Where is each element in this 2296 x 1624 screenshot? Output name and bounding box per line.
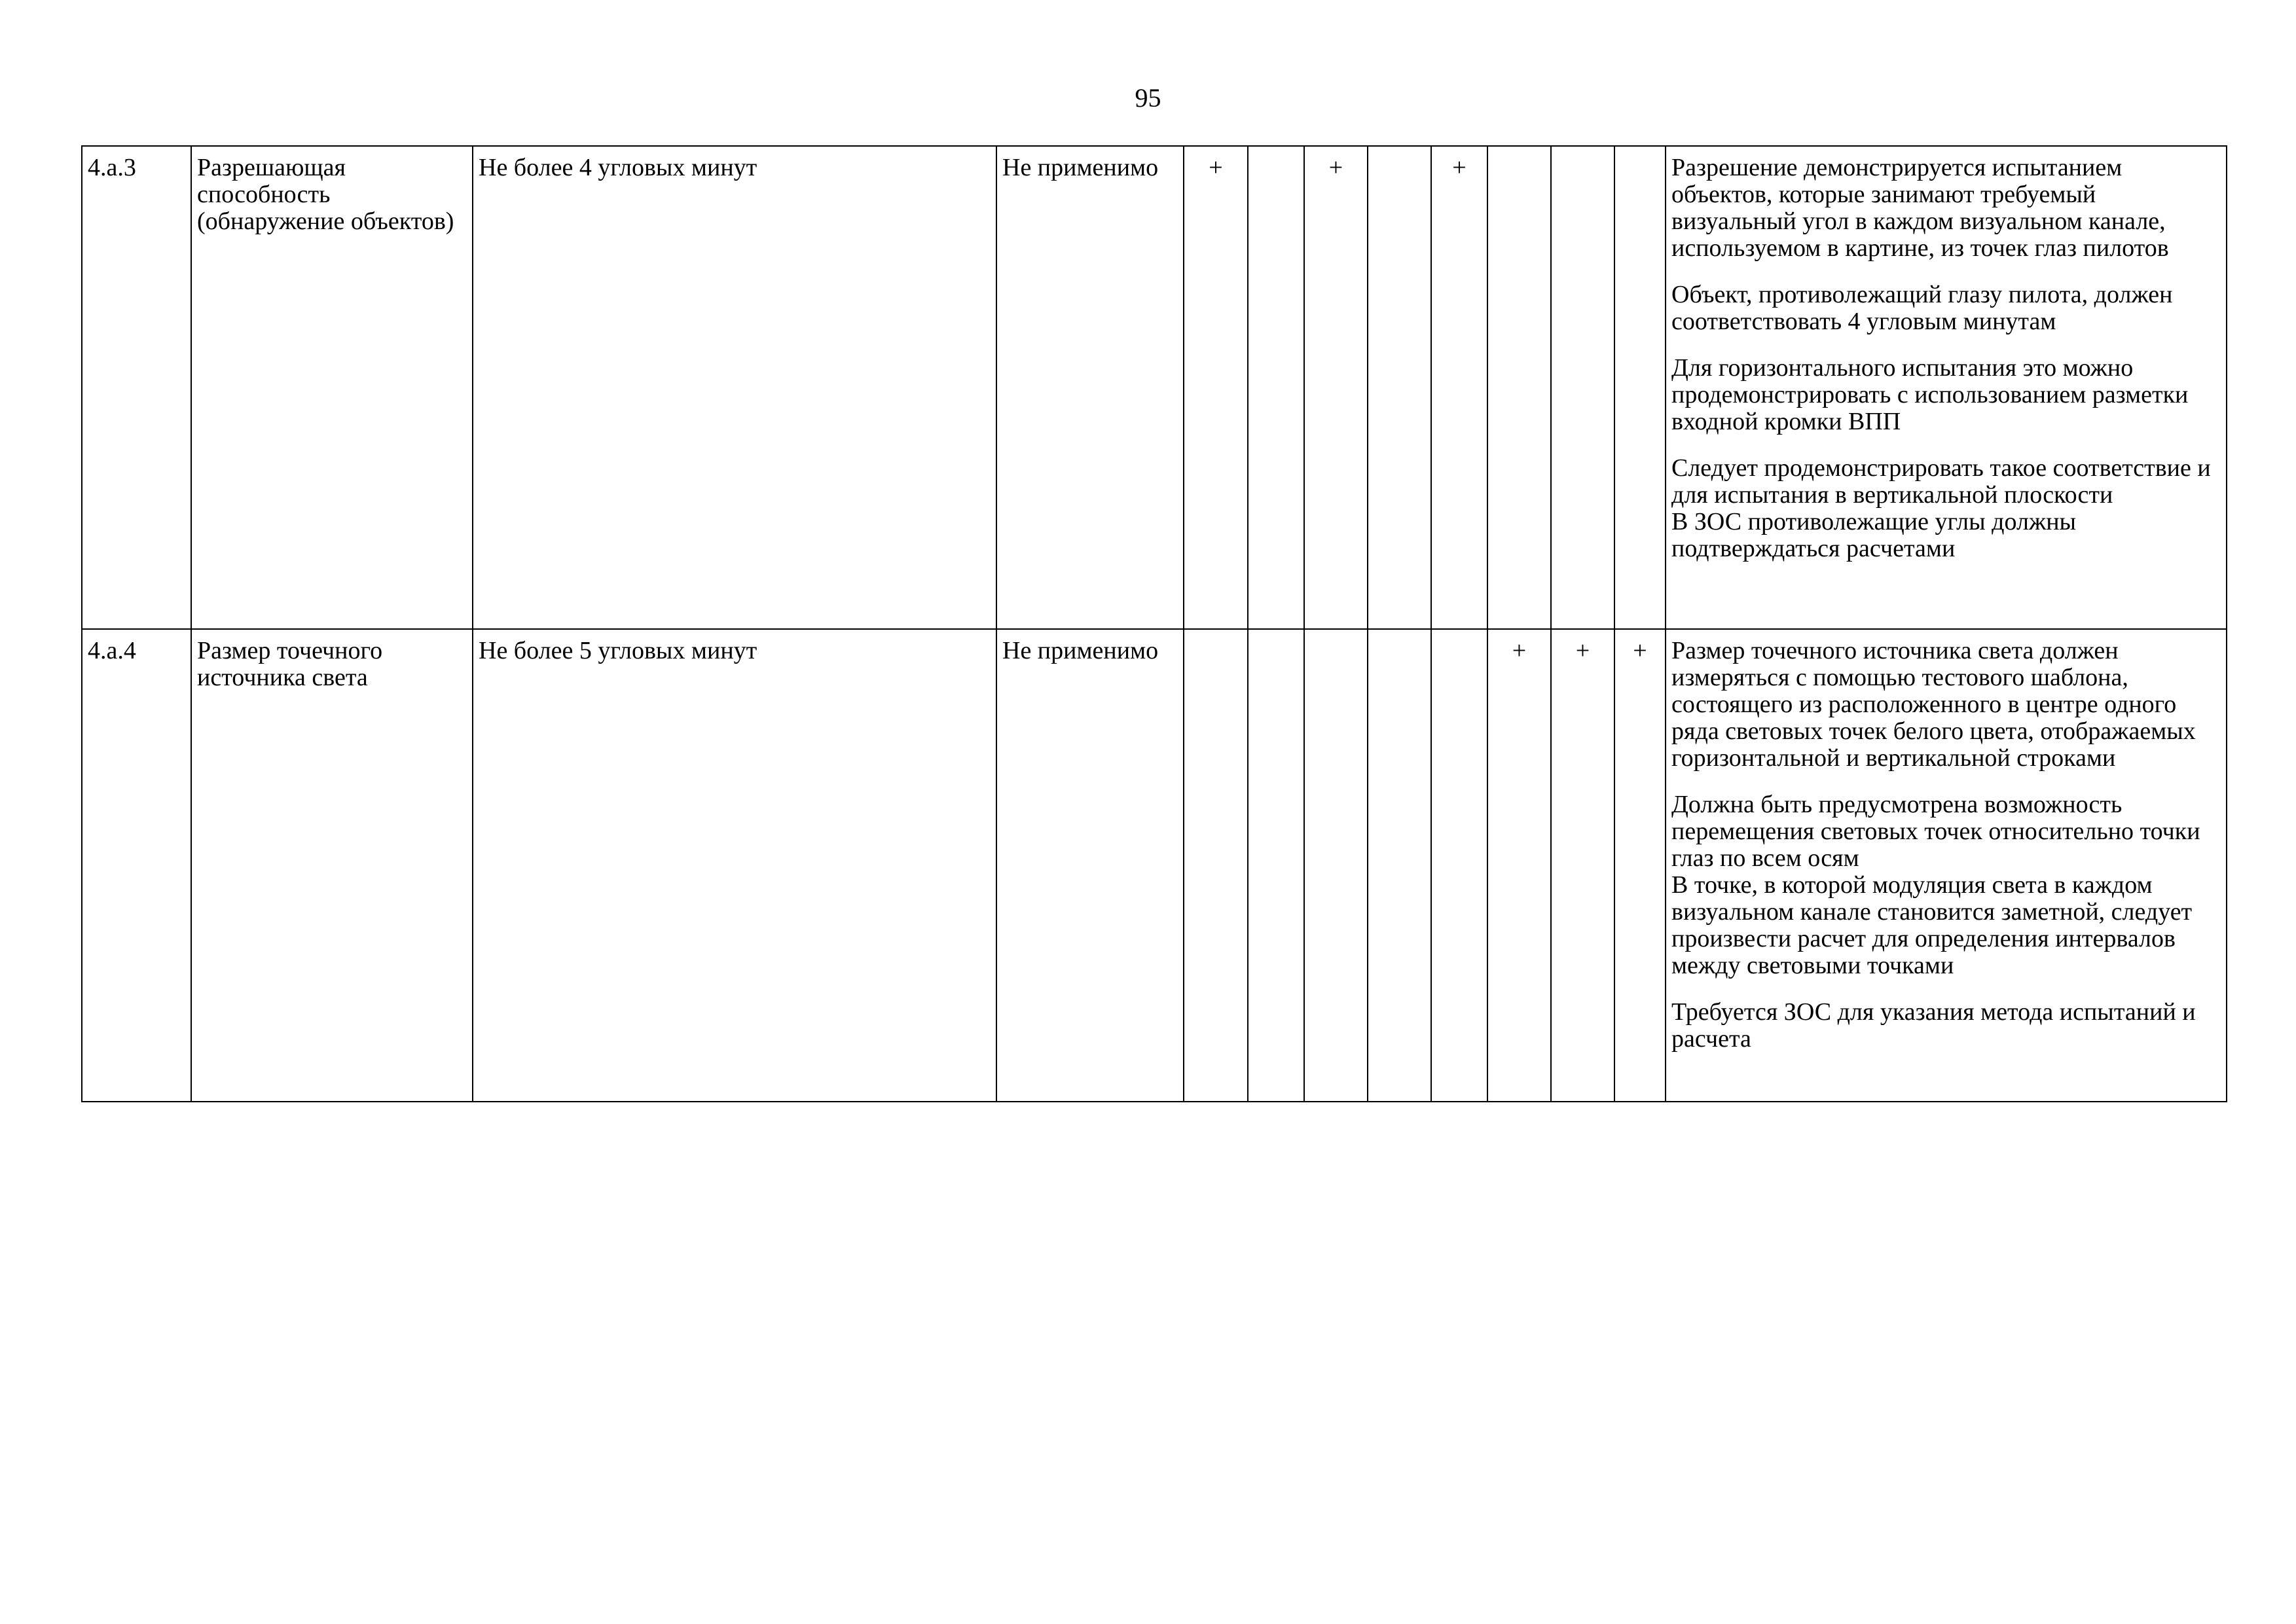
mark-cell xyxy=(1614,146,1666,629)
row-id-cell: 4.a.4 xyxy=(82,629,191,1102)
mark-cell xyxy=(1487,146,1551,629)
mark-cell: + xyxy=(1614,629,1666,1102)
page-number: 95 xyxy=(1135,83,1161,113)
mark-cell xyxy=(1248,146,1304,629)
applicability-cell: Не применимо xyxy=(996,629,1184,1102)
note-paragraph: Объект, противолежащий глазу пилота, должен соответствовать 4 угловым минутам xyxy=(1671,281,2173,335)
mark-cell xyxy=(1368,629,1431,1102)
note-paragraph: Следует продемонстрировать такое соответствие и для испытания в вертикальной плоскости xyxy=(1671,454,2211,509)
parameter-name-cell: Размер точечного источника света xyxy=(191,629,473,1102)
note-paragraph: Требуется ЗОС для указания метода испытаний и расчета xyxy=(1671,998,2196,1053)
note-paragraph: В ЗОС противолежащие углы должны подтверждаться расчетами xyxy=(1671,508,2077,562)
mark-cell: + xyxy=(1431,146,1487,629)
mark-cell: + xyxy=(1184,146,1248,629)
mark-cell xyxy=(1431,629,1487,1102)
note-paragraph: Размер точечного источника света должен измеряться с помощью тестового шаблона, состоящего из расположенного в центре одного ряда световых точек белого цвета, отображаемых горизонтальной и вертикальной строками xyxy=(1671,637,2196,772)
note-paragraph: В точке, в которой модуляция света в каждом визуальном канале становится заметной, следует произвести расчет для определения интервалов между световыми точками xyxy=(1671,871,2193,979)
note-paragraph: Разрешение демонстрируется испытанием объектов, которые занимают требуемый визуальный угол в каждом визуальном канале, используемом в картине, из точек глаз пилотов xyxy=(1671,154,2169,262)
mark-cell: + xyxy=(1304,146,1368,629)
row-id-cell: 4.a.3 xyxy=(82,146,191,629)
mark-cell xyxy=(1551,146,1614,629)
mark-cell xyxy=(1184,629,1248,1102)
parameter-name-cell: Разрешающая способность (обнаружение объектов) xyxy=(191,146,473,629)
notes-cell xyxy=(1666,146,2227,629)
table-row xyxy=(82,146,2227,629)
mark-cell: + xyxy=(1551,629,1614,1102)
mark-cell: + xyxy=(1487,629,1551,1102)
tolerance-cell: Не более 5 угловых минут xyxy=(473,629,996,1102)
table-row xyxy=(82,629,2227,1102)
mark-cell xyxy=(1304,629,1368,1102)
mark-cell xyxy=(1368,146,1431,629)
note-paragraph: Должна быть предусмотрена возможность перемещения световых точек относительно точки глаз по всем осям xyxy=(1671,791,2200,872)
notes-cell xyxy=(1666,629,2227,1102)
mark-cell xyxy=(1248,629,1304,1102)
requirements-table xyxy=(81,145,2227,1102)
applicability-cell: Не применимо xyxy=(996,146,1184,629)
note-paragraph: Для горизонтального испытания это можно продемонстрировать с использованием разметки входной кромки ВПП xyxy=(1671,354,2189,435)
tolerance-cell: Не более 4 угловых минут xyxy=(473,146,996,629)
